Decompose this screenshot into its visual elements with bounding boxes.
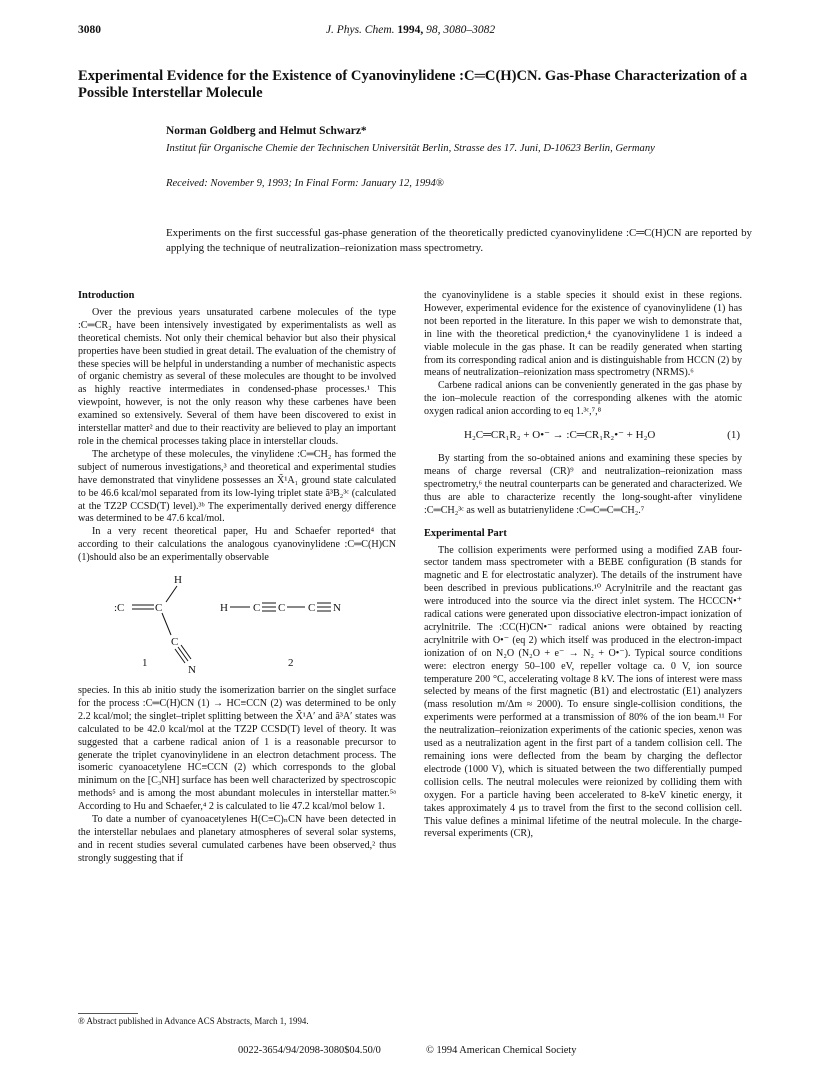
page-number: 3080: [78, 24, 101, 36]
journal-year: 1994,: [397, 24, 424, 36]
structures-svg: [78, 569, 396, 683]
right-column: [424, 290, 742, 841]
affiliation: Institut für Organische Chemie der Technischen Universität Berlin, Strasse des 17. Juni, D-10623 Berlin, Germany: [166, 143, 655, 154]
structure-label-1: 1: [142, 657, 148, 670]
footer-copyright: © 1994 American Chemical Society: [426, 1045, 577, 1056]
journal-citation: [0, 24, 821, 36]
struct2-c2: C: [278, 602, 286, 615]
struct2-n: N: [333, 602, 341, 615]
abstract: Experiments on the first successful gas-phase generation of the theoretically predicted cyanovinylidene :C═C(H)CN are reported by applying the technique of neutralization–reionization mass spectrometry.: [166, 227, 752, 254]
left-column: [78, 290, 396, 866]
journal-name: J. Phys. Chem.: [325, 24, 395, 36]
received-dates: Received: November 9, 1993; In Final Form: January 12, 1994®: [166, 178, 444, 189]
paragraph: To date a number of cyanoacetylenes H(C≡C)ₙCN have been detected in the interstellar nebulaes and planetary atmospheres of several solar systems, and in recent studies several cumulated carbenes have been observed,² thus strongly suggesting that if: [78, 814, 396, 864]
paragraph: Over the previous years unsaturated carbene molecules of the type :C═CR₂ have been intensively investigated by experimentalists as well as theoretical chemists. Not only their chemical behavior but also their physical properties have been studied in great detail. The evaluation of the chemistry of these species will be helpful in understanding a number of mechanistic aspects of organic chemistry as several of these molecules are thought to be involved as highly reactive intermediates in condensed-phase processes.¹ This viewpoint, however, is not the only reason why these carbenes have been examined so extensively. Several of them have been discovered to exist in interstellar matter² and due to their reactivity are believed to play an important role in the chemical processes taking place in interstellar clouds.: [78, 306, 396, 447]
struct1-c-low: C: [171, 636, 179, 649]
struct2-c1: C: [253, 602, 261, 615]
paragraph: In a very recent theoretical paper, Hu and Schaefer reported⁴ that according to their calculations the analogous cyanovinylidene :C═C(H)CN (1)should also be an experimentally observable: [78, 526, 396, 564]
structure-diagram: [78, 569, 396, 683]
struct1-h: H: [174, 574, 182, 587]
paragraph: By starting from the so-obtained anions and examining these species by means of charge reversal (CR)⁹ and neutralization–reionization mass spectrometry,⁶ the neutral counterparts can be generated and characterized. We thus are able to characterize recently the long-sought-after vinylidene :C═CH₂³ᶜ as well as butatrienylidene :C═C═C═CH₂.⁷: [424, 453, 742, 516]
struct1-c-left: :C: [114, 602, 125, 615]
journal-volume-pages: 98, 3080–3082: [426, 24, 496, 36]
struct1-n: N: [188, 664, 196, 677]
struct2-c3: C: [308, 602, 316, 615]
equation-text: H₂C═CR₁R₂ + O•⁻ → :C═CR₁R₂•⁻ + H₂O: [464, 429, 656, 442]
footnote-divider: [78, 1013, 138, 1014]
equation-1: [424, 423, 742, 449]
structure-label-2: 2: [288, 657, 294, 670]
section-heading-experimental: Experimental Part: [424, 527, 507, 539]
struct1-c-mid: C: [155, 602, 163, 615]
footer-code: 0022-3654/94/2098-3080$04.50/0: [238, 1045, 381, 1056]
paragraph: Carbene radical anions can be conveniently generated in the gas phase by the ion–molecule reaction of the corresponding alkenes with the atomic oxygen radical anion according to eq 1.³ᶜ,⁷,⁸: [424, 380, 742, 418]
section-heading-introduction: Introduction: [78, 290, 135, 301]
paragraph: The collision experiments were performed using a modified ZAB four-sector tandem mass spectrometer with a BEBE configuration (B stands for magnetic and E for electrostatic analyzer). The details of the instrument have been described in previous publications.¹⁰ Acrylnitrile and the reactant gas were introduced into the source via the direct inlet system. The HCCCN•⁺ radical cations were generated upon dissociative electron-impact ionization of acrylnitrile. The :CC(H)CN•⁻ radical anions were obtained by reacting acrylnitrile with O•⁻ (eq 2) which itself was produced in the electron-impact ionization of on N₂O (N₂O + e⁻ → N₂ + O•⁻). Typical source conditions were: electron energy 50–100 eV, repeller voltage ca. 0 V, ion source temperature 200 °C, accelerating voltage 8 kV. The ions of interest were mass selected by means of the first magnetic (B1) and electrostatic (E1) analyzers (mass resolution m/Δm ≈ 2000). To ensure single-collision conditions, the experiments were performed at a transmission of 80% of the ion beam.¹¹ For the neutralization–reionization experiments of the cationic species, xenon was used as a neutralization agent in the first part of a tandem collision cell. The remaining ions were deflected from the beam by charging the deflector electrode (1000 V), which is situated between the two differentially pumped collision cells. The neutral molecules were reionized by colliding them with oxygen. For a particle having been accelerated to 8-keV kinetic energy, it takes approximately 4 μs to travel from the first to the second collision cell. This value defines a minimal lifetime of the neutral molecule. In the charge-reversal experiments (CR),: [424, 544, 742, 840]
paragraph: The archetype of these molecules, the vinylidene :C═CH₂ has formed the subject of numerous investigations,³ and theoretical and experimental studies have demonstrated that vinylidene possesses an X̃¹A₁ ground state calculated to be 46.6 kcal/mol separated from its low-lying triplet state ã³B₂³ᶜ (calculated at the TZ2P CCSD(T) level).³ᵇ The experimentally derived energy difference was determined to be 47.6 kcal/mol.: [78, 448, 396, 525]
paragraph: the cyanovinylidene is a stable species it should exist in these regions. However, experimental evidence for the existence of cyanovinylidene (1) has not been reported in the literature. In this paper we wish to demonstrate that, in line with the theoretical prediction,⁴ the cyanovinylidene 1 is indeed a viable molecule in the gas phase. It can be readily generated when starting from its corresponding radical anion and is distinguishable from HCCN (2) by means of neutralization–reionization mass spectrometry (NRMS).⁶: [424, 290, 742, 379]
footnote: ® Abstract published in Advance ACS Abstracts, March 1, 1994.: [78, 1016, 309, 1026]
struct2-h: H: [220, 602, 228, 615]
equation-number: (1): [727, 429, 740, 442]
authors: Norman Goldberg and Helmut Schwarz*: [166, 125, 367, 137]
paragraph: species. In this ab initio study the isomerization barrier on the singlet surface for the process :C═C(H)CN (1) → HC≡CCN (2) was determined to be only 2.2 kcal/mol; the singlet–triplet splitting between the X̃¹A′ and ã³A′ states was calculated to be 42.0 kcal/mol at the TZ2P CCSD(T) level of theory. It was suggested that a carbene radical anion of 1 is a reasonable precursor to generate the triplet cyanovinylidene in an electron detachment process. The isomeric cyanoacetylene HC≡CCN (2) which corresponds to the global minimum on the [C₃NH] surface has been well characterized by spectroscopic methods⁵ and is among the most abundant molecules in interstellar matter.⁵ᵃ According to Hu and Schaefer,⁴ 2 is calculated to lie 47.2 kcal/mol below 1.: [78, 685, 396, 813]
article-title: Experimental Evidence for the Existence of Cyanovinylidene :C═C(H)CN. Gas-Phase Characterization of a Possible Interstellar Molecule: [78, 68, 748, 101]
